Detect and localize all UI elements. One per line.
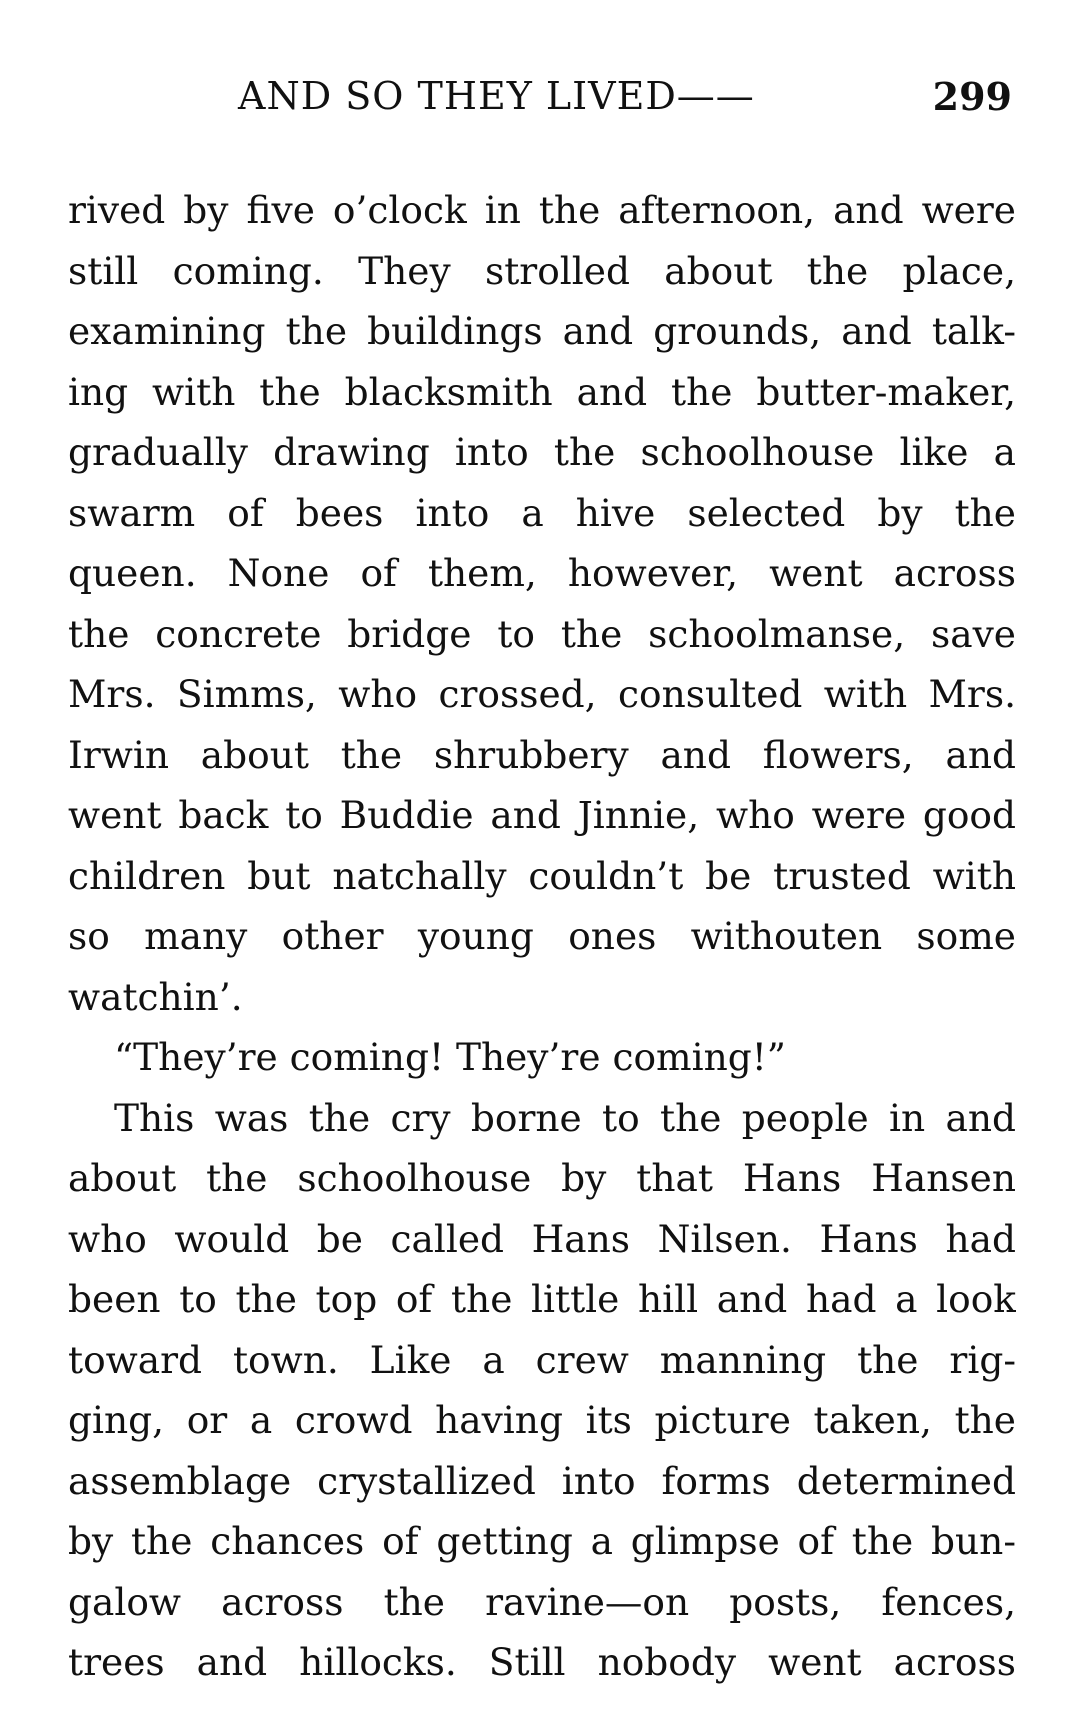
text-line: went back to Buddie and Jinnie, who were good [68,793,1016,837]
text-line: so many other young ones withouten some [68,914,1016,958]
text-line: galow across the ravine—on posts, fences, [68,1579,1016,1624]
running-title: AND SO THEY LIVED—— [238,74,755,118]
text-line: been to the top of the little hill and had a look [68,1277,1016,1321]
text-line: Irwin about the shrubbery and flowers, and [68,732,1016,777]
text-line: This was the cry borne to the people in and [114,1095,1016,1140]
text-line: ing with the blacksmith and the butter-maker, [68,369,1016,414]
text-line: watchin’. [68,974,243,1019]
body-text [68,180,1016,1693]
text-line: “They’re coming! They’re coming!” [114,1035,786,1079]
text-line: still coming. They strolled about the place, [68,248,1016,293]
text-line: assemblage crystallized into forms determined [68,1458,1016,1503]
text-line: swarm of bees into a hive selected by the [68,490,1016,535]
text-line: who would be called Hans Nilsen. Hans had [68,1216,1016,1261]
text-line: rived by five o’clock in the afternoon, and were [68,188,1016,232]
page-number: 299 [932,74,1012,119]
text-line: the concrete bridge to the schoolmanse, save [68,611,1016,656]
text-line: children but natchally couldn’t be trusted with [68,853,1016,898]
text-line: trees and hillocks. Still nobody went across [68,1640,1016,1684]
text-line: by the chances of getting a glimpse of the bun- [68,1519,1016,1563]
text-line: gradually drawing into the schoolhouse like a [68,430,1016,474]
running-header [68,74,1016,124]
text-line: about the schoolhouse by that Hans Hansen [68,1156,1016,1200]
text-line: toward town. Like a crew manning the rig- [68,1337,1016,1382]
text-line: queen. None of them, however, went across [68,551,1016,595]
text-line: Mrs. Simms, who crossed, consulted with Mrs. [68,672,1016,716]
text-line: ging, or a crowd having its picture taken, the [68,1398,1016,1442]
text-line: examining the buildings and grounds, and talk- [68,309,1016,353]
